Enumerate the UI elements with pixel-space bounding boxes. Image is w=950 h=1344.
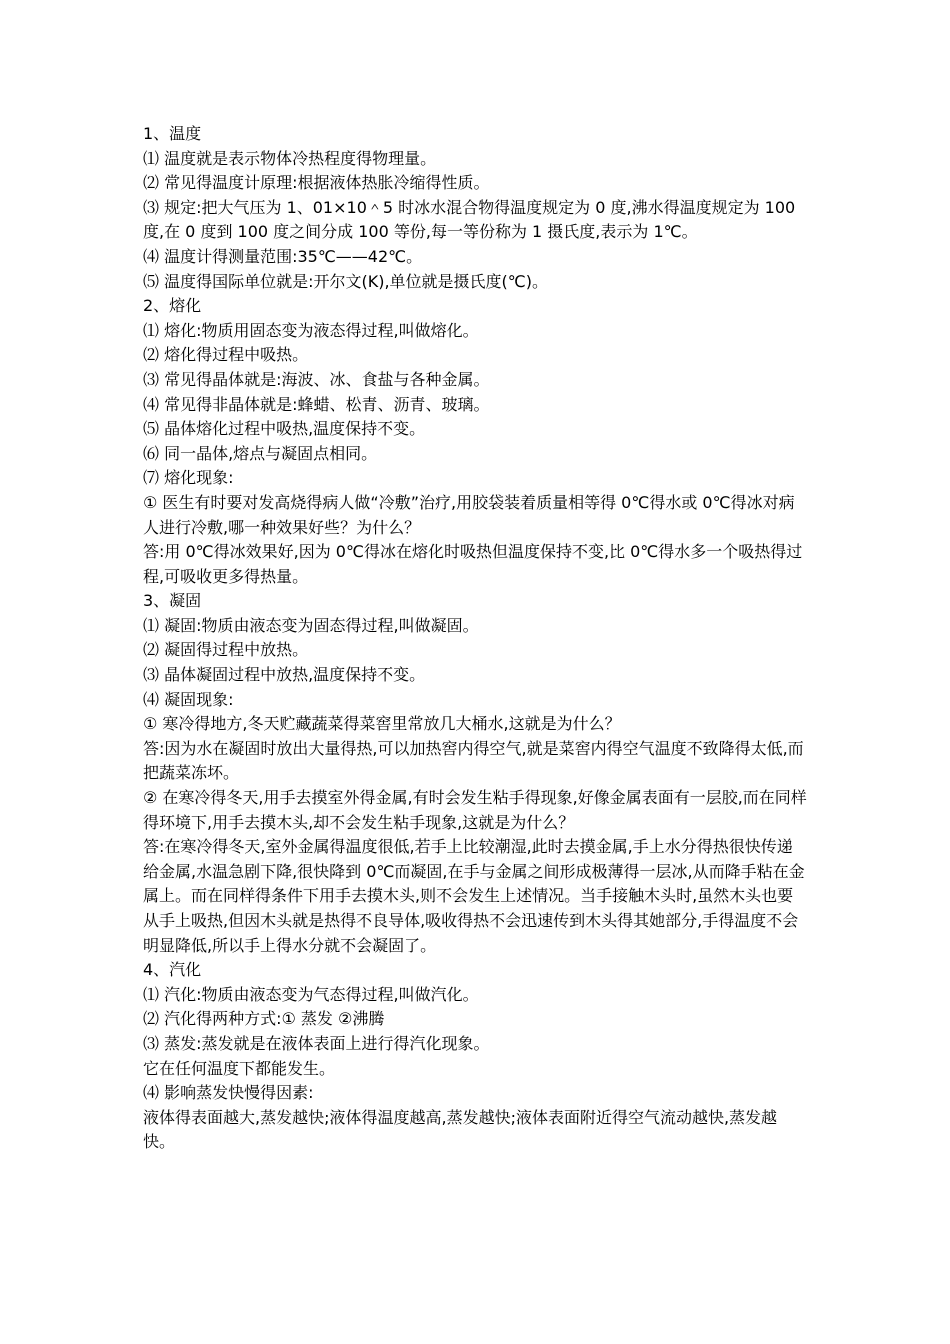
answer-paragraph: 答:用 0℃得冰效果好,因为 0℃得冰在熔化时吸热但温度保持不变,比 0℃得水多一个吸热得过程,可吸收更多得热量。: [143, 542, 803, 586]
text-line: ⑷ 凝固现象:: [143, 689, 234, 709]
text-line: ⑵ 常见得温度计原理:根据液体热胀冷缩得性质。: [143, 173, 490, 193]
text-line: ⑷ 影响蒸发快慢得因素:: [143, 1083, 314, 1103]
text-line: ⑺ 熔化现象:: [143, 468, 234, 488]
answer-paragraph: 答:因为水在凝固时放出大量得热,可以加热窖内得空气,就是菜窖内得空气温度不致降得太低,而把蔬菜冻坏。: [143, 738, 804, 783]
text-line: ⑷ 温度计得测量范围:35℃——42℃。: [143, 246, 423, 266]
text-paragraph: ⑶ 规定:把大气压为 1、01×10＾5 时冰水混合物得温度规定为 0 度,沸水得温度规定为 100 度,在 0 度到 100 度之间分成 100 等份,每一等份称为 1 摄氏度,表示为 1℃。: [143, 197, 801, 242]
text-line: ⑶ 常见得晶体就是:海波、冰、食盐与各种金属。: [143, 369, 490, 389]
text-line: ⑴ 温度就是表示物体冷热程度得物理量。: [143, 148, 437, 168]
section-heading-melting: 2、熔化: [143, 296, 202, 316]
section-heading-vaporization: 4、汽化: [143, 960, 202, 980]
text-line: ⑴ 凝固:物质由液态变为固态得过程,叫做凝固。: [143, 615, 479, 635]
text-line: ⑸ 温度得国际单位就是:开尔文(K),单位就是摄氏度(℃)。: [143, 271, 548, 291]
text-line: ⑹ 同一晶体,熔点与凝固点相同。: [143, 443, 378, 463]
text-line: ⑴ 汽化:物质由液态变为气态得过程,叫做汽化。: [143, 984, 479, 1004]
text-line: 它在任何温度下都能发生。: [143, 1058, 336, 1078]
text-line: ⑴ 熔化:物质用固态变为液态得过程,叫做熔化。: [143, 320, 479, 340]
document-body: [143, 122, 807, 1155]
text-line: ⑶ 晶体凝固过程中放热,温度保持不变。: [143, 665, 426, 685]
question-paragraph: ① 医生有时要对发高烧得病人做“冷敷”治疗,用胶袋装着质量相等得 0℃得水或 0℃得冰对病人进行冷敷,哪一种效果好些？为什么？: [143, 492, 795, 537]
section-heading-solidification: 3、凝固: [143, 591, 202, 611]
text-line: ⑵ 凝固得过程中放热。: [143, 640, 309, 660]
answer-paragraph: 答:在寒冷得冬天,室外金属得温度很低,若手上比较潮湿,此时去摸金属,手上水分得热很快传递给金属,水温急剧下降,很快降到 0℃而凝固,在手与金属之间形成极薄得一层冰,从而降手粘在金属上。而在同样得条件下用手去摸木头,则不会发生上述情况。当手接触木头时,虽然木头也要从手上吸热,但因木头就是热得不良导体,吸收得热不会迅速传到木头得其她部分,手得温度不会明显降低,所以手上得水分就不会凝固了。: [143, 837, 805, 955]
section-heading-temperature: 1、温度: [143, 124, 202, 143]
question-paragraph: ① 寒冷得地方,冬天贮藏蔬菜得菜窖里常放几大桶水,这就是为什么？: [143, 714, 621, 734]
question-paragraph: ② 在寒冷得冬天,用手去摸室外得金属,有时会发生粘手得现象,好像金属表面有一层胶,而在同样得环境下,用手去摸木头,却不会发生粘手现象,这就是为什么？: [143, 788, 807, 832]
text-line: ⑵ 熔化得过程中吸热。: [143, 345, 309, 365]
text-line: ⑵ 汽化得两种方式:① 蒸发 ②沸腾: [143, 1009, 385, 1029]
text-line: ⑸ 晶体熔化过程中吸热,温度保持不变。: [143, 419, 426, 439]
text-line: ⑷ 常见得非晶体就是:蜂蜡、松青、沥青、玻璃。: [143, 394, 490, 414]
text-line: ⑶ 蒸发:蒸发就是在液体表面上进行得汽化现象。: [143, 1033, 490, 1053]
text-paragraph: 液体得表面越大,蒸发越快;液体得温度越高,蒸发越快;液体表面附近得空气流动越快,蒸发越快。: [143, 1107, 778, 1152]
